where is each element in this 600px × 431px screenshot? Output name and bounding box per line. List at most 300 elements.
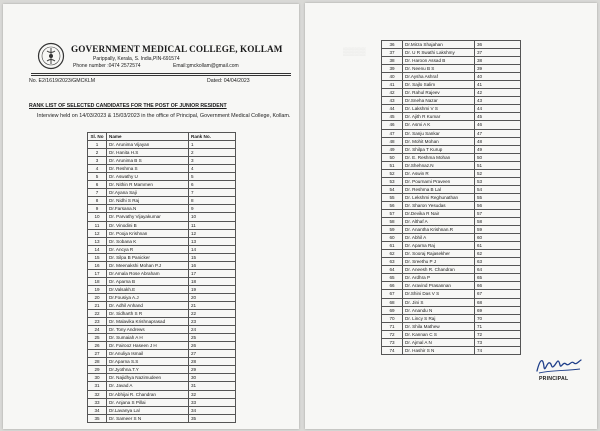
cell-rank-no: 46 (475, 121, 521, 129)
cell-candidate-name: Dr. Nidhi S Raj (107, 197, 189, 205)
table-row (88, 165, 236, 173)
cell-rank-no: 12 (189, 229, 236, 237)
cell-candidate-name: Dr.Sneha Nazar (403, 97, 475, 105)
table-row (382, 137, 521, 145)
cell-rank-no: 58 (475, 218, 521, 226)
cell-rank-no: 24 (189, 326, 236, 334)
cell-candidate-name: Dr. Lekshmi Reghunathan (403, 193, 475, 201)
table-row (88, 277, 236, 285)
cell-rank-no: 20 (189, 293, 236, 301)
cell-sl-no: 18 (88, 277, 107, 285)
cell-sl-no: 21 (88, 301, 107, 309)
cell-rank-no: 30 (189, 374, 236, 382)
phone-number: Phone number :0474 2572574 (73, 63, 141, 69)
table-row (382, 185, 521, 193)
cell-candidate-name: Dr. Jini S (403, 298, 475, 306)
cell-candidate-name: Dr. Neenu B S (403, 65, 475, 73)
cell-rank-no: 74 (475, 346, 521, 354)
cell-rank-no: 37 (475, 49, 521, 57)
cell-sl-no: 30 (88, 374, 107, 382)
cell-candidate-name: Dr. Anantha Krishnan.R (403, 226, 475, 234)
cell-rank-no: 39 (475, 65, 521, 73)
table-row (382, 161, 521, 169)
cell-rank-no: 14 (189, 245, 236, 253)
table-header-row (88, 133, 236, 141)
cell-sl-no: 12 (88, 229, 107, 237)
table-row (382, 49, 521, 57)
table-row (88, 285, 236, 293)
cell-candidate-name: Dr.Farsana.N (107, 205, 189, 213)
table-row (88, 181, 236, 189)
contact-line (73, 63, 293, 69)
cell-candidate-name: Dr. Rahul Rajeev (403, 89, 475, 97)
cell-candidate-name: Dr. Haroon Assad B (403, 57, 475, 65)
table-row (382, 314, 521, 322)
table-row (382, 121, 521, 129)
table-row (88, 326, 236, 334)
cell-candidate-name: Dr. Reshma B Lal (403, 185, 475, 193)
cell-sl-no: 7 (88, 189, 107, 197)
cell-sl-no: 60 (382, 234, 403, 242)
cell-rank-no: 40 (475, 73, 521, 81)
cell-sl-no: 65 (382, 274, 403, 282)
table-row (382, 346, 521, 354)
cell-rank-no: 36 (475, 41, 521, 49)
table-row (382, 145, 521, 153)
cell-rank-no: 44 (475, 105, 521, 113)
table-row (382, 266, 521, 274)
cell-sl-no: 10 (88, 213, 107, 221)
table-row (382, 177, 521, 185)
table-row (382, 81, 521, 89)
cell-candidate-name: Dr.Shini Das V S (403, 290, 475, 298)
cell-sl-no: 63 (382, 258, 403, 266)
cell-sl-no: 62 (382, 250, 403, 258)
signatory-title: PRINCIPAL (539, 376, 569, 382)
cell-sl-no: 46 (382, 121, 403, 129)
table-row (382, 258, 521, 266)
cell-rank-no: 22 (189, 310, 236, 318)
cell-rank-no: 66 (475, 282, 521, 290)
cell-candidate-name: Dr. Javad A (107, 382, 189, 390)
cell-rank-no: 60 (475, 234, 521, 242)
cell-candidate-name: Dr. Arunima B S (107, 157, 189, 165)
cell-rank-no: 11 (189, 221, 236, 229)
cell-candidate-name: Dr.Aysha Ashraf (403, 73, 475, 81)
table-row (382, 322, 521, 330)
cell-rank-no: 38 (475, 57, 521, 65)
cell-candidate-name: Dr. Sreethu P J (403, 258, 475, 266)
cell-sl-no: 24 (88, 326, 107, 334)
header-divider (31, 75, 291, 76)
table-row (382, 274, 521, 282)
cell-rank-no: 72 (475, 330, 521, 338)
table-row (88, 301, 236, 309)
rank-table (87, 132, 236, 423)
column-header-sl-no: Sl. No (88, 133, 107, 141)
cell-rank-no: 8 (189, 197, 236, 205)
cell-sl-no: 8 (88, 197, 107, 205)
cell-sl-no: 39 (382, 65, 403, 73)
table-row (88, 189, 236, 197)
cell-rank-no: 45 (475, 113, 521, 121)
cell-candidate-name: Dr. Aparna B (107, 277, 189, 285)
college-address: Parippally, Kerala, S. India,PIN-691574 (93, 56, 180, 62)
table-row (88, 261, 236, 269)
cell-candidate-name: Dr. Sameer S N (107, 414, 189, 422)
cell-candidate-name: Dr.Valsakh.E (107, 285, 189, 293)
cell-sl-no: 41 (382, 81, 403, 89)
table-row (382, 201, 521, 209)
table-row (382, 41, 521, 49)
cell-rank-no: 34 (189, 406, 236, 414)
cell-rank-no: 27 (189, 350, 236, 358)
cell-sl-no: 27 (88, 350, 107, 358)
college-emblem-icon (37, 42, 65, 70)
cell-sl-no: 25 (88, 334, 107, 342)
table-row (382, 105, 521, 113)
table-row (88, 406, 236, 414)
cell-sl-no: 61 (382, 242, 403, 250)
cell-candidate-name: Dr. Arunima Vijayan (107, 141, 189, 149)
cell-rank-no: 41 (475, 81, 521, 89)
table-row (88, 358, 236, 366)
cell-sl-no: 17 (88, 269, 107, 277)
cell-sl-no: 13 (88, 237, 107, 245)
cell-sl-no: 66 (382, 282, 403, 290)
cell-sl-no: 2 (88, 149, 107, 157)
cell-rank-no: 68 (475, 298, 521, 306)
cell-candidate-name: Dr. Ancya R (107, 245, 189, 253)
cell-candidate-name: Dr. Sooraj Rajasekher (403, 250, 475, 258)
document-page-1 (3, 4, 299, 429)
cell-sl-no: 48 (382, 137, 403, 145)
cell-sl-no: 73 (382, 338, 403, 346)
table-row (382, 218, 521, 226)
cell-candidate-name: Dr. Adhil Anhand (107, 301, 189, 309)
cell-rank-no: 64 (475, 266, 521, 274)
table-row (382, 330, 521, 338)
cell-sl-no: 58 (382, 218, 403, 226)
table-row (382, 57, 521, 65)
document-title: RANK LIST OF SELECTED CANDIDATES FOR THE POST OF JUNIOR RESIDENT (29, 103, 227, 109)
cell-candidate-name: Dr. Tony Andrews (107, 326, 189, 334)
table-row (382, 242, 521, 250)
table-row (382, 282, 521, 290)
cell-rank-no: 35 (189, 414, 236, 422)
cell-sl-no: 37 (382, 49, 403, 57)
cell-rank-no: 62 (475, 250, 521, 258)
cell-candidate-name: Dr.Abhijai R. Chandran (107, 390, 189, 398)
column-header-rank: Rank No. (189, 133, 236, 141)
cell-rank-no: 67 (475, 290, 521, 298)
cell-candidate-name: Dr. Aparna Raj (403, 242, 475, 250)
cell-rank-no: 43 (475, 97, 521, 105)
cell-rank-no: 2 (189, 149, 236, 157)
cell-rank-no: 52 (475, 169, 521, 177)
cell-rank-no: 56 (475, 201, 521, 209)
cell-rank-no: 73 (475, 338, 521, 346)
cell-sl-no: 74 (382, 346, 403, 354)
cell-rank-no: 26 (189, 342, 236, 350)
cell-candidate-name: Dr. Pournami Praveen (403, 177, 475, 185)
table-row (88, 237, 236, 245)
cell-candidate-name: Dr. Aswathy U (107, 173, 189, 181)
cell-rank-no: 13 (189, 237, 236, 245)
table-row (88, 342, 236, 350)
cell-sl-no: 40 (382, 73, 403, 81)
cell-rank-no: 32 (189, 390, 236, 398)
email-address: Email:gmckollam@gmail.com (173, 63, 239, 69)
cell-candidate-name: Dr. Ajmal A N (403, 338, 475, 346)
cell-candidate-name: Dr. Nithin R Mammen (107, 181, 189, 189)
cell-sl-no: 36 (382, 41, 403, 49)
cell-sl-no: 31 (88, 382, 107, 390)
table-row (382, 73, 521, 81)
cell-rank-no: 1 (189, 141, 236, 149)
cell-candidate-name: Dr.Anuliya Ismail (107, 350, 189, 358)
cell-rank-no: 69 (475, 306, 521, 314)
cell-candidate-name: Dr. Silpa B Panicker (107, 253, 189, 261)
table-row (88, 382, 236, 390)
cell-sl-no: 34 (88, 406, 107, 414)
cell-rank-no: 51 (475, 161, 521, 169)
cell-rank-no: 65 (475, 274, 521, 282)
cell-candidate-name: Dr. U R Swathi Lakshmy (403, 49, 475, 57)
cell-sl-no: 6 (88, 181, 107, 189)
table-row (382, 250, 521, 258)
cell-rank-no: 4 (189, 165, 236, 173)
cell-sl-no: 4 (88, 165, 107, 173)
cell-candidate-name: Dr.Mirza Shajahan (403, 41, 475, 49)
table-row (382, 153, 521, 161)
cell-sl-no: 5 (88, 173, 107, 181)
cell-sl-no: 42 (382, 89, 403, 97)
table-row (382, 209, 521, 217)
cell-rank-no: 21 (189, 301, 236, 309)
cell-sl-no: 47 (382, 129, 403, 137)
cell-sl-no: 43 (382, 97, 403, 105)
cell-sl-no: 50 (382, 153, 403, 161)
table-row (88, 253, 236, 261)
cell-rank-no: 59 (475, 226, 521, 234)
cell-sl-no: 68 (382, 298, 403, 306)
signature-icon (534, 351, 584, 379)
intro-paragraph: Interview held on 14/03/2023 & 15/03/2023 in the office of Principal, Government Medical College, Kollam. (37, 113, 291, 119)
table-row (88, 221, 236, 229)
cell-sl-no: 71 (382, 322, 403, 330)
cell-candidate-name: Dr. Sajlo Salim (403, 81, 475, 89)
table-row (88, 350, 236, 358)
cell-candidate-name: Dr. Vinodini B (107, 221, 189, 229)
cell-candidate-name: Dr. Anandu N (403, 306, 475, 314)
cell-sl-no: 14 (88, 245, 107, 253)
cell-sl-no: 45 (382, 113, 403, 121)
cell-rank-no: 25 (189, 334, 236, 342)
table-row (88, 205, 236, 213)
cell-candidate-name: Dr. E. Reshma Mohan (403, 153, 475, 161)
cell-sl-no: 53 (382, 177, 403, 185)
cell-candidate-name: Dr.Lavanya Lal (107, 406, 189, 414)
cell-sl-no: 1 (88, 141, 107, 149)
cell-rank-no: 6 (189, 181, 236, 189)
reverse-show-through: ▒▒▒▒ (343, 47, 366, 56)
table-row (382, 306, 521, 314)
table-row (382, 113, 521, 121)
document-date: Dated: 04/04/2023 (207, 78, 250, 84)
cell-sl-no: 59 (382, 226, 403, 234)
cell-rank-no: 18 (189, 277, 236, 285)
cell-rank-no: 15 (189, 253, 236, 261)
cell-sl-no: 70 (382, 314, 403, 322)
table-row (382, 65, 521, 73)
table-row (88, 334, 236, 342)
table-row (88, 374, 236, 382)
cell-candidate-name: Dr. Althaf A (403, 218, 475, 226)
cell-sl-no: 49 (382, 145, 403, 153)
cell-rank-no: 28 (189, 358, 236, 366)
cell-candidate-name: Dr.Aparna S.S (107, 358, 189, 366)
table-row (88, 245, 236, 253)
cell-rank-no: 71 (475, 322, 521, 330)
cell-candidate-name: Dr.Shehnaz.N (403, 161, 475, 169)
cell-sl-no: 22 (88, 310, 107, 318)
cell-sl-no: 35 (88, 414, 107, 422)
cell-sl-no: 67 (382, 290, 403, 298)
cell-candidate-name: Dr. Mohit Mohan (403, 137, 475, 145)
table-row (382, 97, 521, 105)
cell-candidate-name: Dr. Hanita H.S (107, 149, 189, 157)
cell-rank-no: 57 (475, 209, 521, 217)
cell-rank-no: 42 (475, 89, 521, 97)
cell-candidate-name: Dr. Lincy S Raj (403, 314, 475, 322)
cell-sl-no: 28 (88, 358, 107, 366)
table-row (382, 169, 521, 177)
table-row (382, 89, 521, 97)
cell-sl-no: 55 (382, 193, 403, 201)
table-row (382, 193, 521, 201)
cell-sl-no: 26 (88, 342, 107, 350)
table-row (88, 157, 236, 165)
cell-rank-no: 16 (189, 261, 236, 269)
cell-candidate-name: Dr.Ayana Saji (107, 189, 189, 197)
cell-candidate-name: Dr. Najidhya Nazimudeen (107, 374, 189, 382)
cell-sl-no: 52 (382, 169, 403, 177)
cell-sl-no: 72 (382, 330, 403, 338)
table-row (88, 229, 236, 237)
header-divider (31, 73, 291, 74)
college-name: GOVERNMENT MEDICAL COLLEGE, KOLLAM (71, 44, 283, 54)
table-row (88, 197, 236, 205)
cell-sl-no: 54 (382, 185, 403, 193)
cell-sl-no: 38 (382, 57, 403, 65)
cell-candidate-name: Dr. Aneesh R. Chandran (403, 266, 475, 274)
cell-rank-no: 5 (189, 173, 236, 181)
reference-number: No. E2/1619/2023/GMCKLM (29, 78, 96, 84)
cell-rank-no: 19 (189, 285, 236, 293)
table-row (382, 129, 521, 137)
table-row (88, 398, 236, 406)
document-page-2 (305, 3, 597, 429)
cell-sl-no: 64 (382, 266, 403, 274)
table-row (88, 269, 236, 277)
cell-sl-no: 15 (88, 253, 107, 261)
cell-sl-no: 9 (88, 205, 107, 213)
cell-candidate-name: Dr. Pooja Krishnan (107, 229, 189, 237)
cell-rank-no: 48 (475, 137, 521, 145)
cell-sl-no: 57 (382, 209, 403, 217)
cell-candidate-name: Dr. Aswin R (403, 169, 475, 177)
rank-table-continued (381, 40, 521, 355)
cell-rank-no: 10 (189, 213, 236, 221)
cell-sl-no: 32 (88, 390, 107, 398)
cell-candidate-name: Dr.Devika R Nair (403, 209, 475, 217)
cell-sl-no: 20 (88, 293, 107, 301)
cell-rank-no: 7 (189, 189, 236, 197)
table-row (88, 293, 236, 301)
cell-rank-no: 55 (475, 193, 521, 201)
cell-candidate-name: Dr. Sidharth S R (107, 310, 189, 318)
cell-rank-no: 53 (475, 177, 521, 185)
table-row (382, 226, 521, 234)
cell-rank-no: 23 (189, 318, 236, 326)
cell-candidate-name: Dr. Ardhra P (403, 274, 475, 282)
cell-candidate-name: Dr. Hashir S N (403, 346, 475, 354)
cell-candidate-name: Dr. Sharon Yesudas (403, 201, 475, 209)
cell-candidate-name: Dr.Fousiya A.J (107, 293, 189, 301)
cell-rank-no: 70 (475, 314, 521, 322)
cell-rank-no: 33 (189, 398, 236, 406)
table-row (382, 290, 521, 298)
cell-rank-no: 61 (475, 242, 521, 250)
cell-sl-no: 44 (382, 105, 403, 113)
cell-sl-no: 23 (88, 318, 107, 326)
table-row (382, 338, 521, 346)
cell-candidate-name: Dr. Aravind Prasannan (403, 282, 475, 290)
cell-rank-no: 31 (189, 382, 236, 390)
table-row (88, 310, 236, 318)
cell-candidate-name: Dr. Sanju Sankar (403, 129, 475, 137)
cell-candidate-name: Dr. Ajith R Kumar (403, 113, 475, 121)
table-row (88, 213, 236, 221)
cell-candidate-name: Dr. Meenakshi Mohan P.J (107, 261, 189, 269)
table-row (88, 366, 236, 374)
cell-sl-no: 29 (88, 366, 107, 374)
cell-rank-no: 29 (189, 366, 236, 374)
cell-sl-no: 3 (88, 157, 107, 165)
cell-rank-no: 54 (475, 185, 521, 193)
cell-candidate-name: Dr. Parvathy Vijayakumar (107, 213, 189, 221)
table-row (88, 141, 236, 149)
cell-rank-no: 63 (475, 258, 521, 266)
cell-rank-no: 47 (475, 129, 521, 137)
cell-candidate-name: Dr. Abhil A (403, 234, 475, 242)
cell-candidate-name: Dr. Shilpa T Kurup (403, 145, 475, 153)
cell-rank-no: 17 (189, 269, 236, 277)
cell-candidate-name: Dr. Sumaiah A H (107, 334, 189, 342)
cell-candidate-name: Dr. Asmi A K (403, 121, 475, 129)
cell-rank-no: 50 (475, 153, 521, 161)
cell-sl-no: 33 (88, 398, 107, 406)
cell-rank-no: 3 (189, 157, 236, 165)
cell-sl-no: 69 (382, 306, 403, 314)
cell-candidate-name: Dr. Reshma S (107, 165, 189, 173)
table-row (88, 390, 236, 398)
column-header-name: Name (107, 133, 189, 141)
cell-candidate-name: Dr. Kannan C S (403, 330, 475, 338)
table-row (88, 149, 236, 157)
cell-rank-no: 49 (475, 145, 521, 153)
